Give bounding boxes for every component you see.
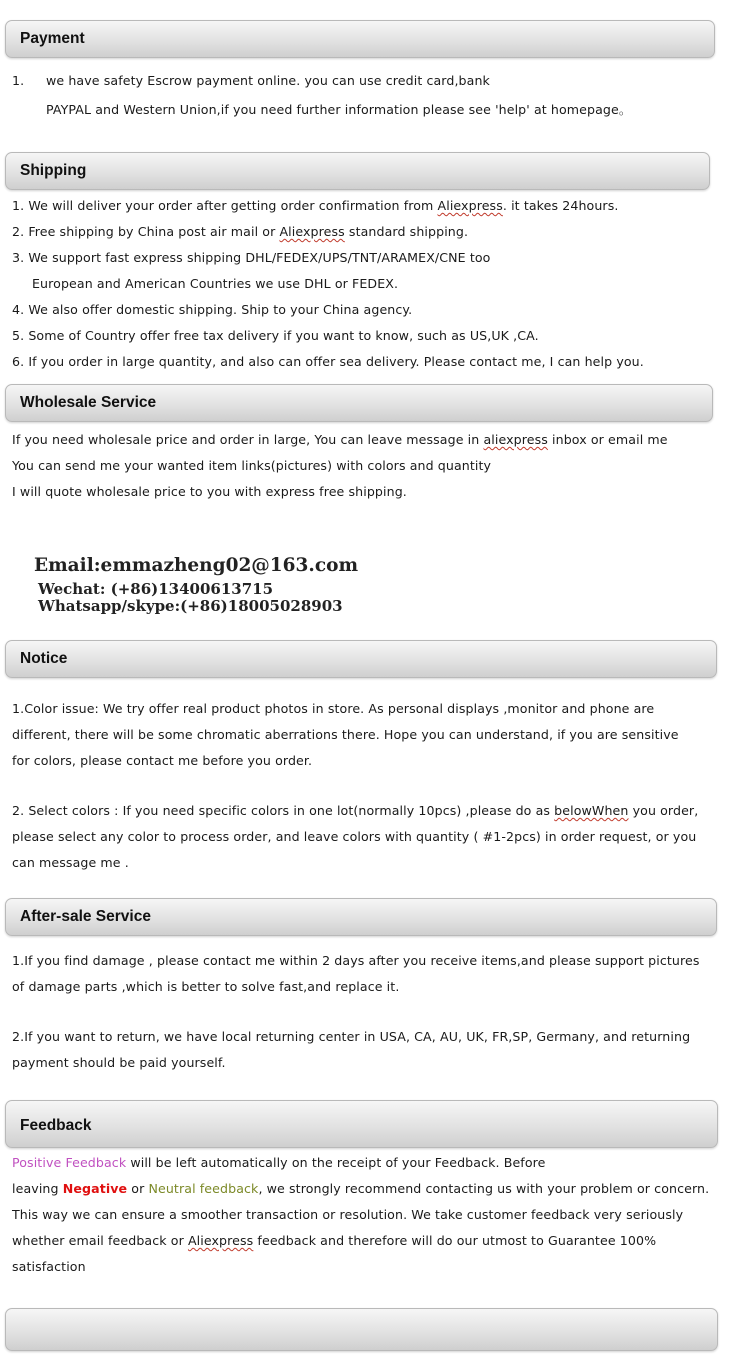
neutral-feedback-label: Neutral feedback [148,1181,259,1196]
aftersale-p1-line-1: 1.If you find damage , please contact me within 2 days after you receive items,and please support pictures [12,953,700,968]
wholesale-title: Wholesale Service [20,394,157,411]
aftersale-p2-line-1: 2.If you want to return, we have local returning center in USA, CA, AU, UK, FR,SP, Germany, and returning [12,1029,691,1044]
feedback-title: Feedback [20,1117,92,1134]
feedback-line-2-text: leaving [12,1181,63,1196]
shipping-line-5: 5. Some of Country offer free tax delivery if you want to know, such as US,UK ,CA. [12,328,539,343]
shipping-line-6: 6. If you order in large quantity, and also can offer sea delivery. Please contact me, I can help you. [12,354,644,369]
notice-header [5,640,717,678]
notice-p2-line-1 [12,803,698,818]
feedback-line-2 [12,1181,709,1196]
feedback-line-2-or: or [127,1181,149,1196]
shipping-line-2-tail: standard shipping. [344,224,469,239]
contact-whatsapp: Whatsapp/skype:(+86)18005028903 [38,597,343,615]
notice-p1-line-2: different, there will be some chromatic aberrations there. Hope you can understand, if you are sensitive [12,727,679,742]
payment-line-2: PAYPAL and Western Union,if you need further information please see 'help' at homepage。 [46,102,632,117]
notice-p2-line-3: can message me . [12,855,129,870]
positive-feedback-label: Positive Feedback [12,1155,127,1170]
aftersale-p1-line-2: of damage parts ,which is better to solve fast,and replace it. [12,979,400,994]
shipping-line-1-tail: . it takes 24hours. [502,198,619,213]
shipping-title: Shipping [20,162,87,179]
shipping-line-2 [12,224,468,239]
wholesale-line-1 [12,432,668,447]
wholesale-line-1-tail: inbox or email me [547,432,668,447]
contact-wechat: Wechat: (+86)13400613715 [38,580,274,598]
wholesale-line-2: You can send me your wanted item links(pictures) with colors and quantity [12,458,492,473]
payment-header [5,20,715,58]
shipping-line-2-text: 2. Free shipping by China post air mail or [12,224,280,239]
feedback-header [5,1100,718,1148]
below-link: belowWhen [554,803,629,818]
shipping-line-1 [12,198,618,213]
notice-p2-line-1-text: 2. Select colors : If you need specific colors in one lot(normally 10pcs) ,please do as [12,803,555,818]
negative-label: Negative [62,1181,128,1196]
shipping-line-3b: European and American Countries we use DHL or FEDEX. [32,276,399,291]
shipping-line-3: 3. We support fast express shipping DHL/FEDEX/UPS/TNT/ARAMEX/CNE too [12,250,491,265]
feedback-line-4 [12,1233,656,1248]
notice-p2-line-2: please select any color to process order, and leave colors with quantity ( #1-2pcs) in order request, or you [12,829,697,844]
aliexpress-link[interactable]: Aliexpress [437,198,503,213]
shipping-line-4: 4. We also offer domestic shipping. Ship to your China agency. [12,302,413,317]
feedback-line-2-tail: , we strongly recommend contacting us with your problem or concern. [258,1181,710,1196]
payment-line-1: we have safety Escrow payment online. you can use credit card,bank [46,73,490,88]
notice-p1-line-3: for colors, please contact me before you order. [12,753,313,768]
feedback-line-1 [12,1155,545,1170]
payment-item-number: 1. [12,73,25,88]
wholesale-line-1-text: If you need wholesale price and order in large, You can leave message in [12,432,484,447]
notice-p2-line-1-tail: you order, [628,803,699,818]
feedback-line-3: This way we can ensure a smoother transaction or resolution. We take customer feedback very seriously [12,1207,684,1222]
shipping-header [5,152,710,190]
feedback-line-5: satisfaction [12,1259,86,1274]
aliexpress-link[interactable]: aliexpress [483,432,548,447]
notice-p1-line-1: 1.Color issue: We try offer real product photos in store. As personal displays ,monitor and phone are [12,701,655,716]
feedback-line-4-tail: feedback and therefore will do our utmost to Guarantee 100% [253,1233,657,1248]
aftersale-p2-line-2: payment should be paid yourself. [12,1055,226,1070]
notice-title: Notice [20,650,68,667]
aliexpress-link[interactable]: Aliexpress [279,224,345,239]
wholesale-header [5,384,713,422]
feedback-line-1-text: will be left automatically on the receipt of your Feedback. Before [126,1155,546,1170]
feedback-line-4-text: whether email feedback or [12,1233,188,1248]
payment-title: Payment [20,30,85,47]
aliexpress-link[interactable]: Aliexpress [187,1233,254,1248]
shipping-line-1-text: 1. We will deliver your order after getting order confirmation from [12,198,438,213]
footer-bar [5,1308,718,1351]
aftersale-header [5,898,717,936]
wholesale-line-3: I will quote wholesale price to you with express free shipping. [12,484,407,499]
contact-email: Email:emmazheng02@163.com [34,555,359,576]
aftersale-title: After-sale Service [20,908,151,925]
